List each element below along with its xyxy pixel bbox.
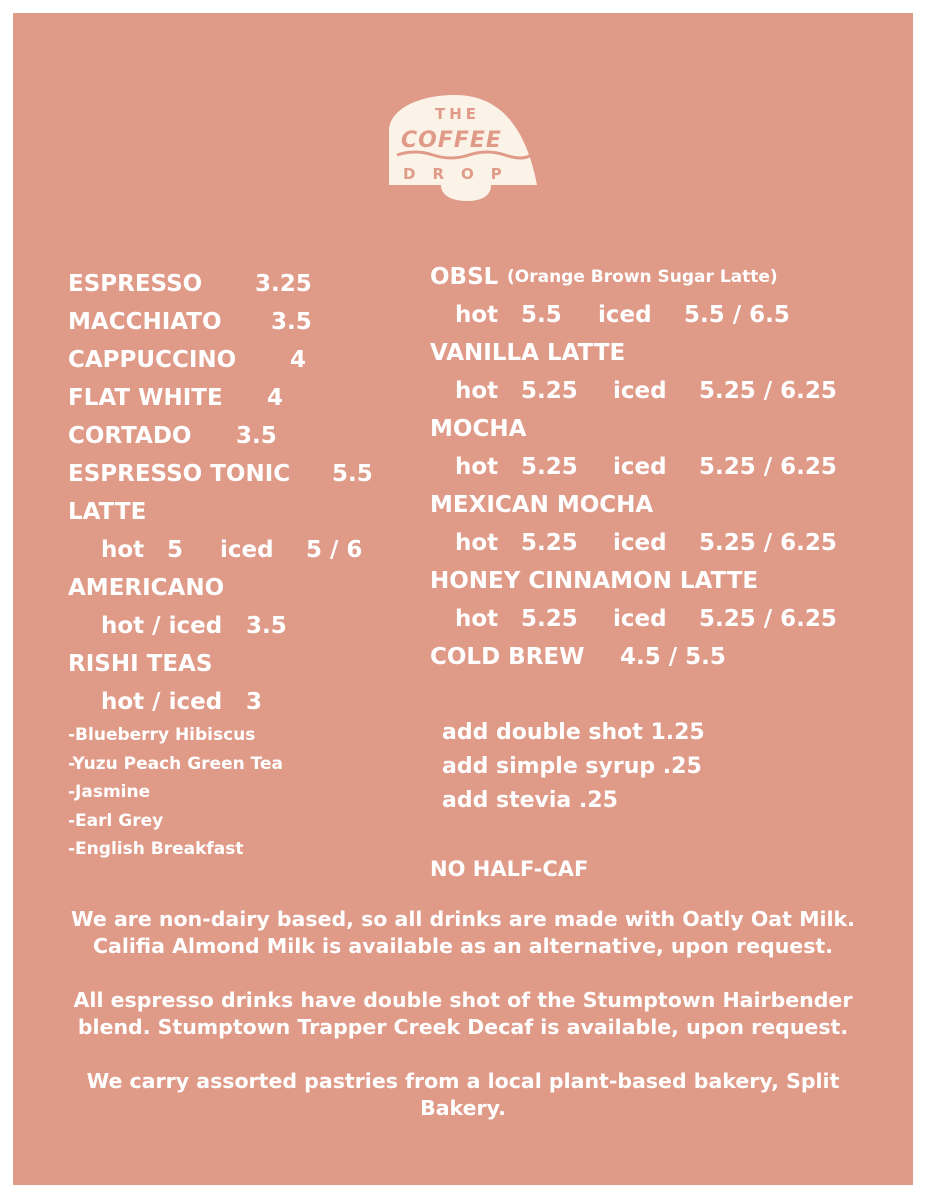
iced-label: iced — [613, 378, 667, 404]
menu-item-cortado — [68, 417, 408, 455]
tea-flavor: -English Breakfast — [68, 839, 244, 859]
espresso-note-line2: blend. Stumptown Trapper Creek Decaf is available, upon request. — [77, 1015, 849, 1039]
menu-item-flat-white — [68, 379, 408, 417]
item-name: LATTE — [68, 499, 147, 525]
addon-double-shot: add double shot 1.25 — [442, 720, 705, 745]
iced-price: 5.25 / 6.25 — [699, 606, 837, 632]
item-price: 3.25 — [255, 271, 312, 297]
pastry-note-line1: We carry assorted pastries from a local plant-based bakery, Split — [86, 1069, 840, 1093]
item-name: OBSL — [430, 264, 499, 290]
americano-prices — [68, 607, 408, 645]
hot-price: 5.25 — [521, 530, 578, 556]
item-price: 4 — [267, 385, 284, 411]
item-name: CORTADO — [68, 423, 192, 449]
vanilla-latte-prices — [430, 372, 890, 410]
item-name: COLD BREW — [430, 644, 585, 670]
tea-flavor: -Blueberry Hibiscus — [68, 725, 256, 745]
iced-label: iced — [613, 606, 667, 632]
hot-label: hot — [455, 530, 499, 556]
menu-item-cappuccino — [68, 341, 408, 379]
espresso-note-line1: All espresso drinks have double shot of the Stumptown Hairbender — [73, 988, 853, 1012]
no-half-caf-notice — [430, 850, 890, 888]
menu-item-mexican-mocha — [430, 486, 890, 524]
right-menu-column — [430, 258, 890, 888]
hot-price: 5 — [167, 537, 184, 563]
hot-label: hot — [455, 454, 499, 480]
item-price: 5.5 — [332, 461, 373, 487]
hot-price: 5.25 — [521, 606, 578, 632]
hot-label: hot — [455, 606, 499, 632]
mocha-prices — [430, 448, 890, 486]
logo-word-coffee: COFFEE — [401, 128, 502, 153]
americano-price: 3.5 — [246, 613, 287, 639]
menu-item-rishi-teas — [68, 645, 408, 683]
tea-prices — [68, 683, 408, 721]
iced-price: 5.25 / 6.25 — [699, 378, 837, 404]
menu-item-espresso — [68, 265, 408, 303]
item-name: MEXICAN MOCHA — [430, 492, 654, 518]
item-name: HONEY CINNAMON LATTE — [430, 568, 759, 594]
hot-label: hot — [455, 378, 499, 404]
hot-iced-label: hot / iced — [101, 689, 223, 715]
pastry-note-line2: Bakery. — [420, 1096, 506, 1120]
item-name: CAPPUCCINO — [68, 347, 237, 373]
hot-price: 5.25 — [521, 454, 578, 480]
iced-label: iced — [613, 530, 667, 556]
tea-price: 3 — [246, 689, 263, 715]
menu-poster — [13, 13, 913, 1185]
iced-price: 5.5 / 6.5 — [684, 302, 790, 328]
item-price: 3.5 — [271, 309, 312, 335]
iced-price: 5.25 / 6.25 — [699, 454, 837, 480]
item-note: (Orange Brown Sugar Latte) — [507, 267, 778, 287]
menu-item-vanilla-latte — [430, 334, 890, 372]
addon-stevia: add stevia .25 — [442, 788, 618, 813]
iced-label: iced — [613, 454, 667, 480]
hot-price: 5.25 — [521, 378, 578, 404]
item-name: AMERICANO — [68, 575, 225, 601]
obsl-prices — [430, 296, 890, 334]
item-price: 4 — [290, 347, 307, 373]
milk-note-line1: We are non-dairy based, so all drinks are made with Oatly Oat Milk. — [71, 907, 855, 931]
espresso-note — [33, 987, 893, 1041]
addon-simple-syrup: add simple syrup .25 — [442, 754, 702, 779]
item-name: MOCHA — [430, 416, 527, 442]
logo-word-the: THE — [435, 105, 481, 123]
menu-item-cold-brew — [430, 638, 890, 676]
hot-iced-label: hot / iced — [101, 613, 223, 639]
milk-note-line2: Califia Almond Milk is available as an alternative, upon request. — [92, 934, 833, 958]
pastry-note — [33, 1068, 893, 1122]
item-name: FLAT WHITE — [68, 385, 223, 411]
item-name: MACCHIATO — [68, 309, 222, 335]
item-name: VANILLA LATTE — [430, 340, 626, 366]
mexican-mocha-prices — [430, 524, 890, 562]
hot-price: 5.5 — [521, 302, 562, 328]
menu-item-obsl — [430, 258, 890, 296]
logo-word-drop: DROP — [403, 165, 519, 183]
menu-item-mocha — [430, 410, 890, 448]
hot-label: hot — [101, 537, 145, 563]
milk-note — [33, 906, 893, 960]
iced-price: 5.25 / 6.25 — [699, 530, 837, 556]
item-price: 3.5 — [236, 423, 277, 449]
menu-item-macchiato — [68, 303, 408, 341]
menu-item-espresso-tonic — [68, 455, 408, 493]
left-menu-column — [68, 265, 408, 864]
coffee-drop-logo — [385, 81, 545, 205]
notice-text: NO HALF-CAF — [430, 857, 589, 881]
honey-cinnamon-latte-prices — [430, 600, 890, 638]
item-price: 4.5 / 5.5 — [620, 644, 726, 670]
item-name: RISHI TEAS — [68, 651, 213, 677]
tea-flavor: -Yuzu Peach Green Tea — [68, 753, 283, 774]
iced-price: 5 / 6 — [306, 537, 363, 563]
tea-flavor: -Earl Grey — [68, 810, 164, 831]
iced-label: iced — [220, 537, 274, 563]
latte-prices — [68, 531, 408, 569]
item-name: ESPRESSO — [68, 271, 203, 297]
tea-flavor: -Jasmine — [68, 782, 151, 802]
menu-item-honey-cinnamon-latte — [430, 562, 890, 600]
menu-item-latte — [68, 493, 408, 531]
hot-label: hot — [455, 302, 499, 328]
item-name: ESPRESSO TONIC — [68, 461, 291, 487]
footer-notes — [33, 906, 893, 1149]
iced-label: iced — [598, 302, 652, 328]
menu-item-americano — [68, 569, 408, 607]
